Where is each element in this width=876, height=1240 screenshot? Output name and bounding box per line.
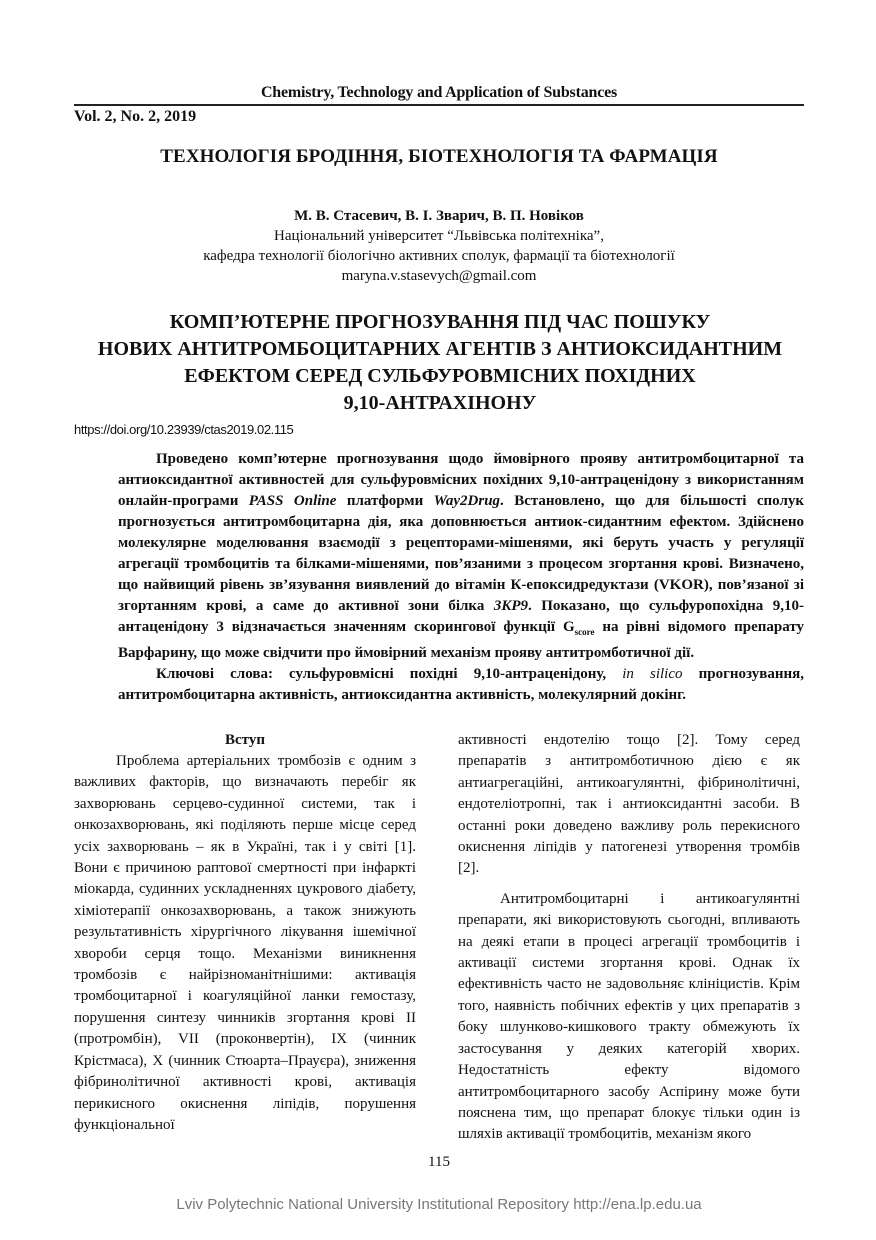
volume-info: Vol. 2, No. 2, 2019: [74, 108, 197, 125]
abstract-text: . Показано, що сульфуропохідна 9,10-антаценідону 3 відзначається значенням скорингової функції G: [118, 598, 804, 635]
author-email[interactable]: maryna.v.stasevych@gmail.com: [341, 268, 537, 284]
intro-paragraph-3: Антитромбоцитарні і антикоагулянтні препарати, які використовують сьогодні, впливають на деякі етапи в процесі агрегації тромбоцитів і активації системи згортання крові. Однак їх ефективність часто не задовольняє клініцистів. Крім того, наявність побічних ефектів у цих препаратів з боку шлунково-кишкового тракту обмежують їх застосування у деяких категорій хворих. Недостатність ефекту відомого антитромбоцитарного засобу Аспірину може бути пояснена тим, що препарат блокує тільки один із шляхів активації тромбоцитів, механізм якого: [458, 890, 800, 1143]
intro-paragraph-1: Проблема артеріальних тромбозів є одним з важливих факторів, що визначають перебіг як захворювань серцево-судинної системи, так і онкозахворювань, які поділяють перше місце серед усіх захворювань – як в Україні, так і у світі [1]. Вони є причиною раптової смертності при інфаркті міокарда, судинних ускладненнях цукрового діабету, хіміотерапії онкозахворювань, а також знижують результативність хірургічного лікування ішемічної хвороби серця тощо. Механізми виникнення тромбозів є найрізноманітнішими: активація тромбоцитарної і коагуляційної ланки гемостазу, порушення синтезу чинників згортання крові II (протромбін), VII (проконвертін), IX (чинник Крістмаса), X (чинник Стюарта–Прауєра), зниження фібринолітичної активності крові, активація перикисного окиснення ліпідів, порушення функціональної: [74, 753, 416, 1133]
title-line-3: ЕФЕКТОМ СЕРЕД СУЛЬФУРОВМІСНИХ ПОХІДНИХ: [184, 365, 696, 387]
abstract-paragraph: [118, 449, 804, 664]
intro-paragraph-2: активності ендотелію тощо [2]. Тому серед препаратів з антитромботичною дією є як антиагрегаційні, антикоагулянтні, фібринолітичні, ендотеліотропні, так і антиоксидантні засоби. В останні роки доведено важливу роль перекисного окиснення ліпідів у патогенезі утворення тромбів [2].: [458, 732, 800, 877]
abstract-text: . Встановлено, що для більшості сполук прогнозується антитромбоцитарна дія, яка доповнюється антиок-сидантним ефектом. Здійснено молекулярне моделювання взаємодії з рецепторами-мішенями, які беруть участь у регуляції агрегації тромбоцитів та білками-мішенями, пов’язаними з процесом згортання крові. Визначено, що найвищий рівень зв’язування виявлений до вітамін К-епоксидредуктази (VKOR), пов’язаної зі згортанням крові, а саме до активної зони білка: [118, 493, 805, 614]
abstract-text: Проведено комп’ютерне прогнозування щодо ймовірного прояву антитромбоцитарної та антиоксидантної активностей для сульфуровмісних похідних 9,10-антраценідону з використанням онлайн-програми: [118, 451, 804, 509]
paper-title: [60, 309, 820, 417]
doi-link[interactable]: https://doi.org/10.23939/ctas2019.02.115: [74, 422, 294, 437]
author-block: [74, 206, 804, 286]
abstract-text: на рівні відомого препарату Варфарину, що може свідчити про ймовірний механізм прояву антитромботичної дії.: [118, 619, 804, 661]
journal-name: Chemistry, Technology and Application of Substances: [260, 84, 618, 101]
keywords-text: прогнозування, антитромбоцитарна активність, антиоксидантна активність, молекулярний докінг.: [118, 666, 804, 703]
author-names: М. В. Стасевич, В. І. Зварич, В. П. Новіков: [294, 208, 584, 224]
section-title: ТЕХНОЛОГІЯ БРОДІННЯ, БІОТЕХНОЛОГІЯ ТА ФАРМАЦІЯ: [160, 146, 718, 167]
right-column: [458, 730, 800, 1146]
abstract-italic-way2drug: Way2Drug: [433, 493, 501, 509]
affiliation-line-1: Національний університет “Львівська політехніка”,: [274, 228, 604, 244]
intro-heading: Вступ: [225, 732, 265, 748]
gscore-subscript: score: [574, 627, 595, 637]
repository-footer[interactable]: Lviv Polytechnic National University Institutional Repository http://ena.lp.edu.ua: [176, 1196, 702, 1213]
abstract: [118, 449, 804, 706]
left-column: [74, 730, 416, 1136]
abstract-italic-pass-online: PASS Online: [248, 493, 337, 509]
title-line-2: НОВИХ АНТИТРОМБОЦИТАРНИХ АГЕНТІВ З АНТИОКСИДАНТНИМ: [97, 338, 783, 360]
header-rule: [74, 104, 804, 106]
abstract-italic-3kp9: 3KP9: [493, 598, 528, 614]
keywords: [118, 664, 804, 706]
keywords-text: Ключові слова: сульфуровмісні похідні 9,10-антраценідону,: [156, 666, 623, 682]
title-line-1: КОМП’ЮТЕРНЕ ПРОГНОЗУВАННЯ ПІД ЧАС ПОШУКУ: [169, 311, 711, 333]
page-number: 115: [428, 1154, 450, 1170]
abstract-text: платформи: [336, 493, 434, 509]
affiliation-line-2: кафедра технології біологічно активних сполук, фармації та біотехнології: [203, 248, 675, 264]
keywords-italic-in-silico: in silico: [622, 666, 683, 682]
title-line-4: 9,10-АНТРАХІНОНУ: [343, 392, 537, 414]
